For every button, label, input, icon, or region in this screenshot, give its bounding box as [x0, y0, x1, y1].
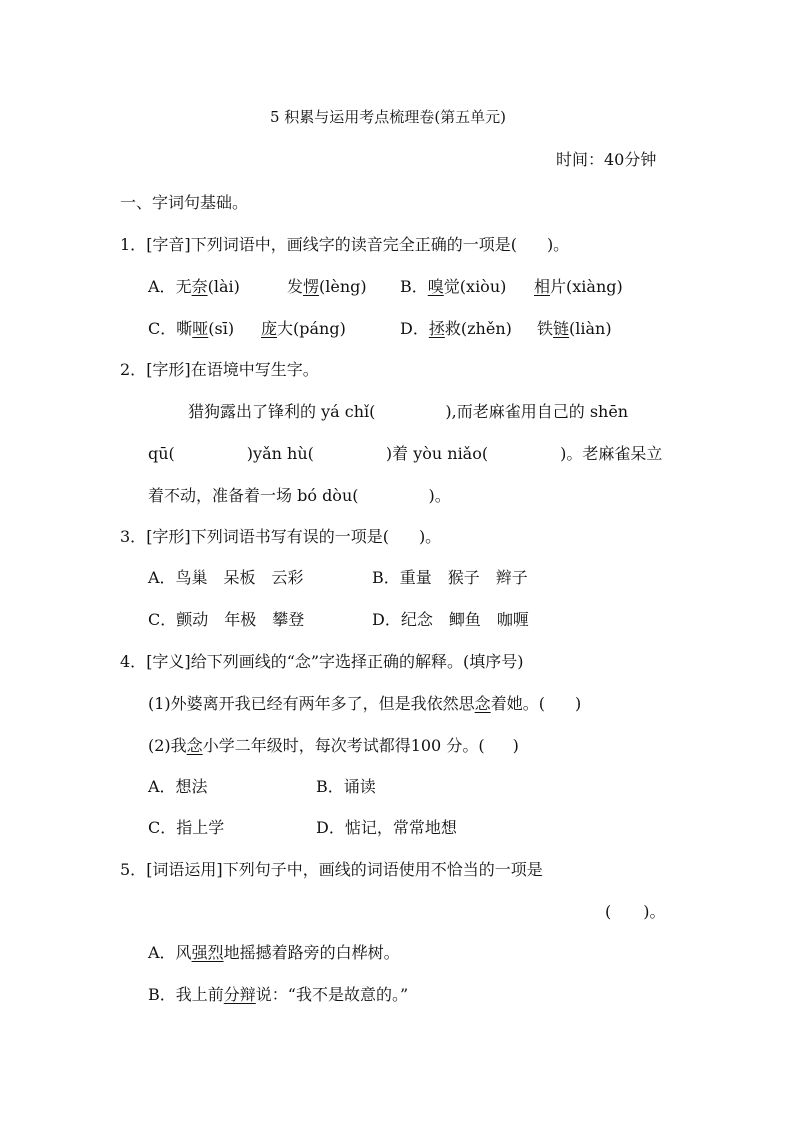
question-4-sentence-2: (2)我念小学二年级时，每次考试都得100 分。( ): [148, 736, 519, 755]
question-2-stem: 2．[字形]在语境中写生字。: [120, 360, 319, 379]
question-1-option-d: D．拯救(zhěn): [400, 319, 512, 338]
question-5-option-b: B．我上前分辩说：“我不是故意的。”: [148, 985, 409, 1004]
question-1-option-a-word2: 发愣(lèng): [287, 277, 367, 296]
question-number: 1．: [120, 235, 147, 254]
section-heading: 一、字词句基础。: [120, 193, 249, 212]
question-2-passage-line3: 着不动，准备着一场 bó dòu( )。: [148, 486, 451, 505]
question-4-option-c: C．指上学: [148, 818, 225, 837]
answer-blank-close: )。: [546, 235, 570, 254]
question-1-option-a: A．无奈(lài): [148, 277, 240, 296]
question-3-option-d: D．纪念 鲫鱼 咖喱: [372, 610, 529, 629]
time-limit: 时间：40分钟: [556, 150, 657, 169]
question-3-stem: 3．[字形]下列词语书写有误的一项是( )。: [120, 527, 442, 546]
question-3-option-a: A．鸟巢 呆板 云彩: [148, 568, 304, 587]
question-1-option-b: B．嗅觉(xiòu): [400, 277, 507, 296]
question-4-option-b: B．诵读: [316, 777, 376, 796]
question-4-sentence-1: (1)外婆离开我已经有两年多了，但是我依然思念着她。( ): [148, 694, 582, 713]
question-4-stem: 4．[字义]给下列画线的“念”字选择正确的解释。(填序号): [120, 652, 524, 671]
question-1-option-b-word2: 相片(xiàng): [534, 277, 623, 296]
question-4-option-a: A．想法: [148, 777, 208, 796]
question-2-passage-line2: qū( )yǎn hù( )着 yòu niǎo( )。老麻雀呆立: [148, 444, 663, 463]
question-2-passage-line1: 猎狗露出了锋利的 yá chǐ( ),而老麻雀用自己的 shēn: [188, 402, 629, 421]
question-3-option-c: C．颤动 年极 攀登: [148, 610, 305, 629]
question-text: 下列词语中，画线字的读音完全正确的一项是(: [190, 235, 517, 254]
question-3-option-b: B．重量 猴子 辫子: [372, 568, 528, 587]
question-1-option-d-word2: 铁链(liàn): [537, 319, 612, 338]
question-1-option-c: C．嘶哑(sī): [148, 319, 235, 338]
question-1-option-c-word2: 庞大(páng): [261, 319, 346, 338]
question-1-stem: [120, 232, 569, 255]
question-5-stem: 5．[词语运用]下列句子中，画线的词语使用不恰当的一项是: [120, 860, 543, 879]
question-5-answer-blank: ( )。: [605, 902, 666, 921]
question-5-option-a: A．风强烈地摇撼着路旁的白桦树。: [148, 943, 400, 962]
question-4-option-d: D．惦记，常常地想: [316, 818, 457, 837]
page-title: 5 积累与运用考点梳理卷(第五单元): [270, 108, 507, 126]
question-tag: [字音]: [146, 235, 191, 254]
